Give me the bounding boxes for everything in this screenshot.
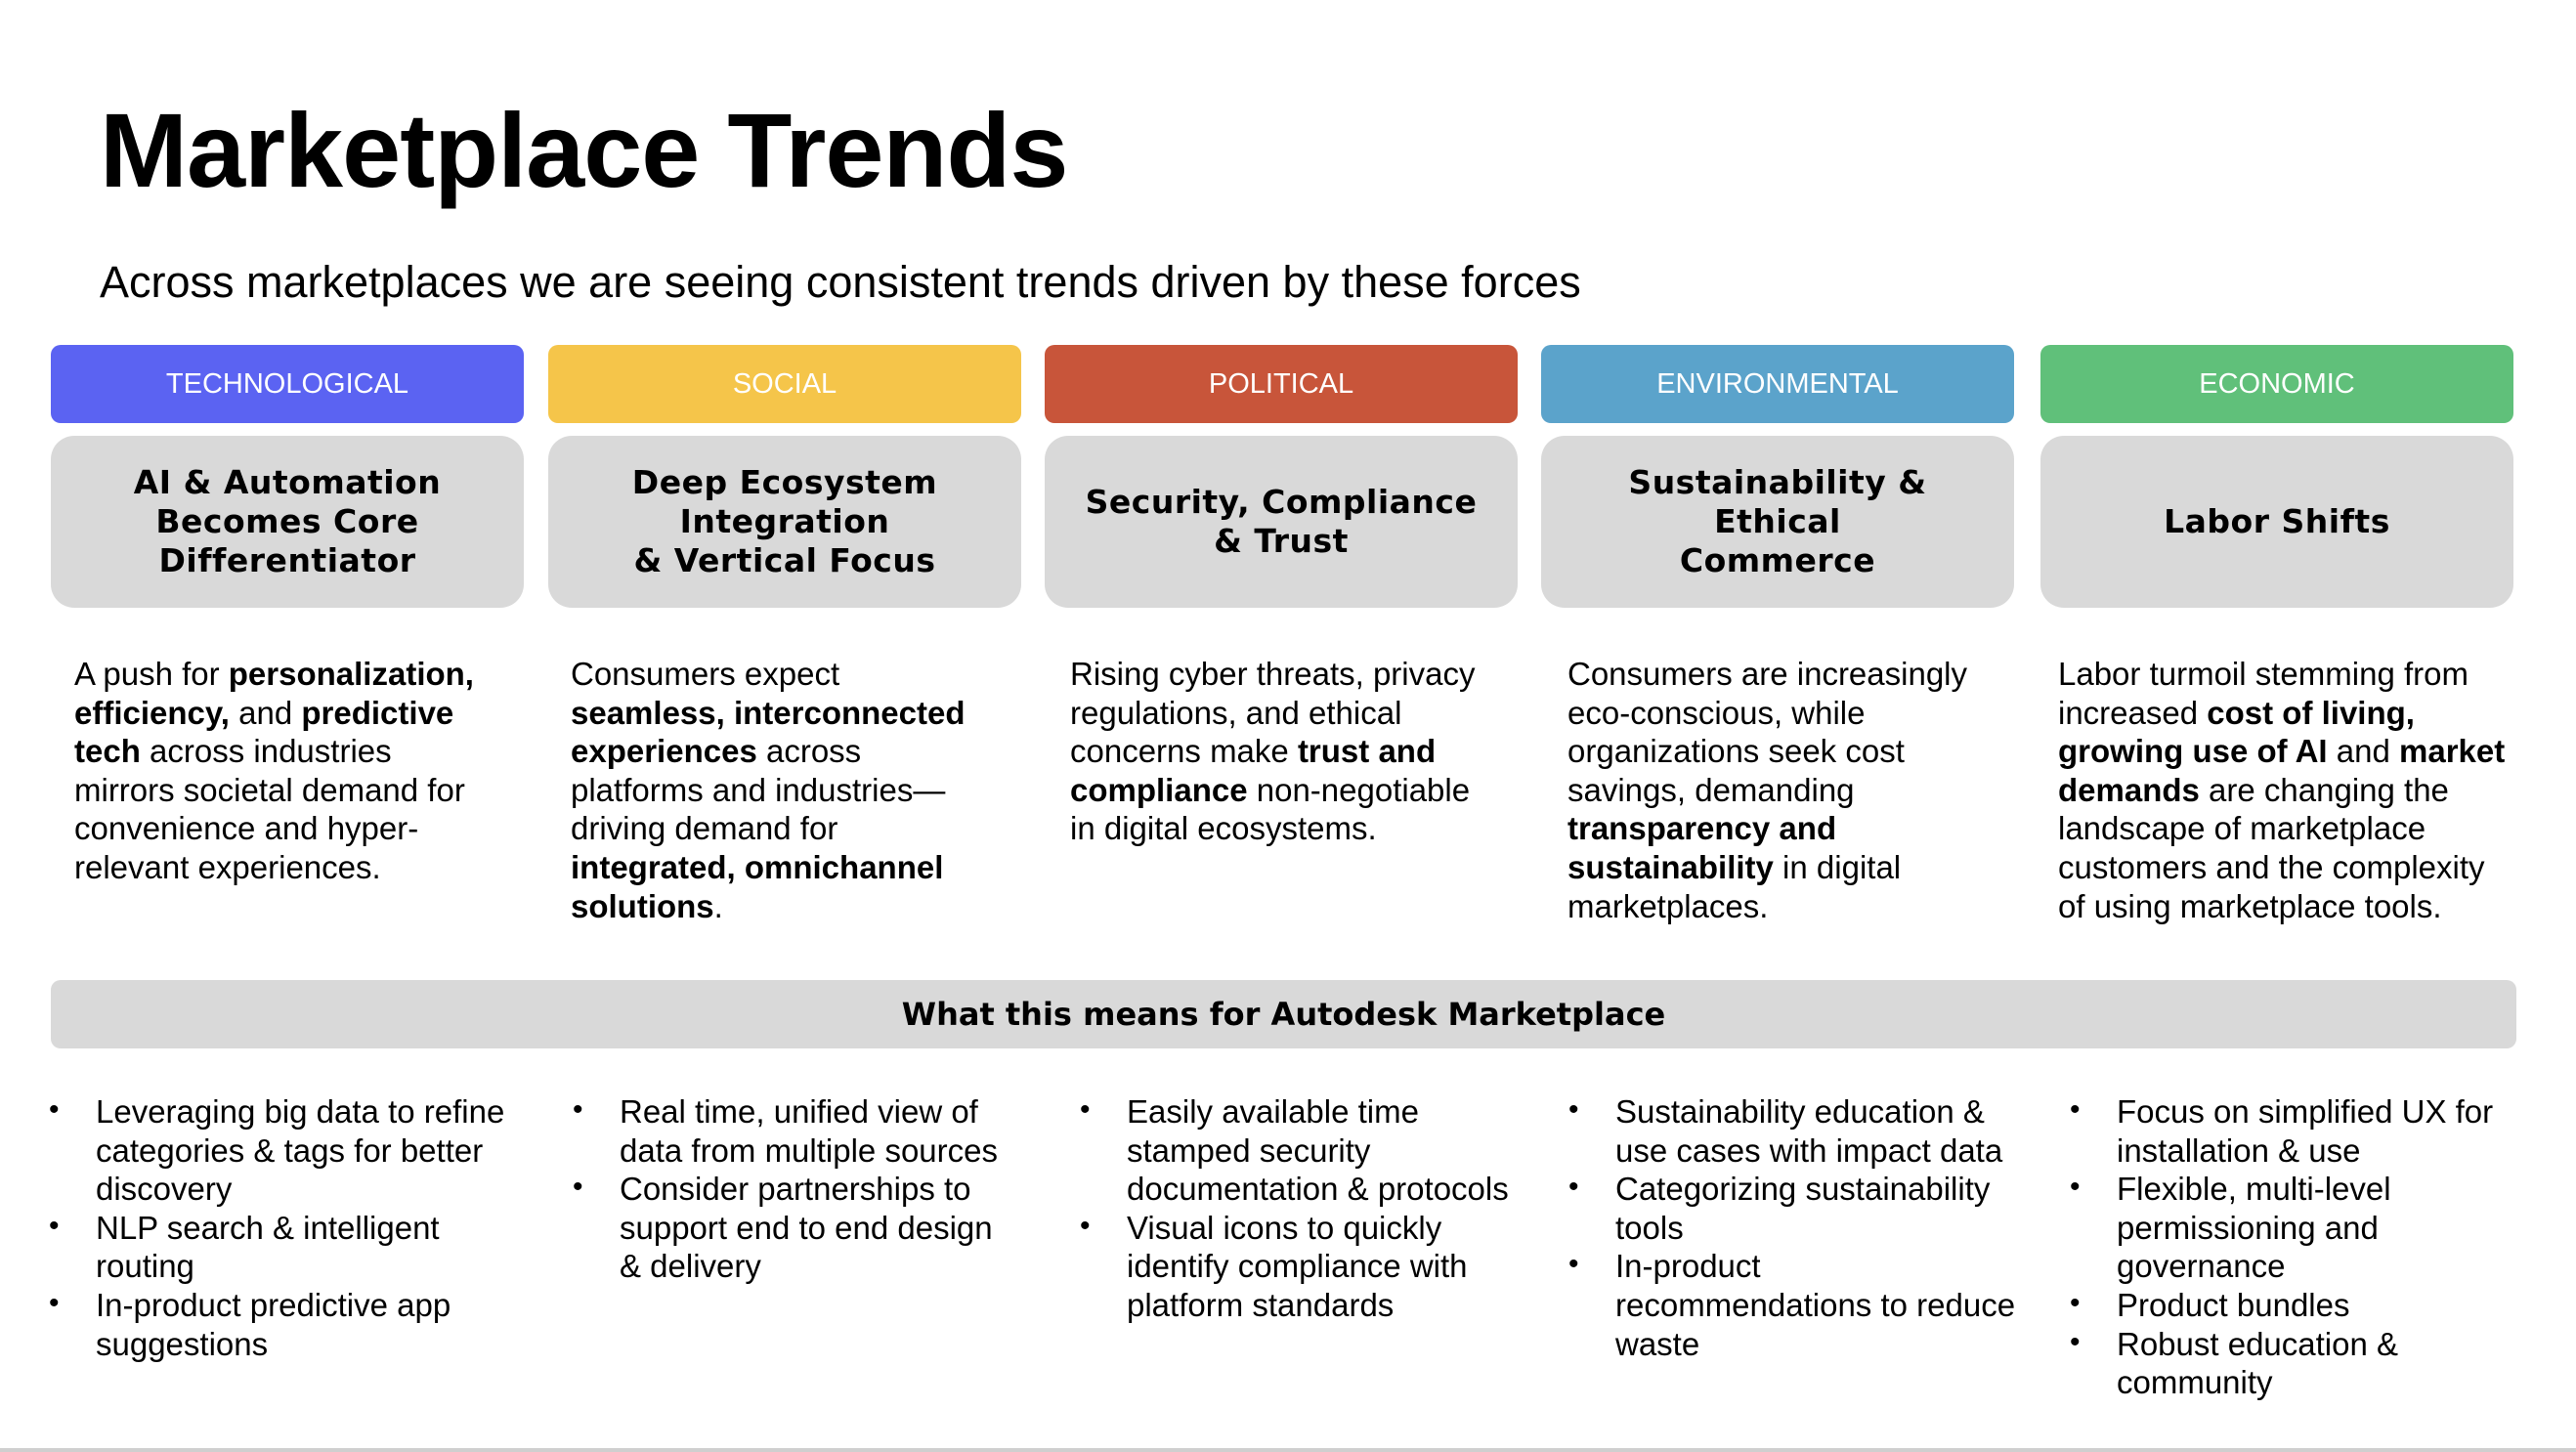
implication-item: • Focus on simplified UX for installation & use [2070,1092,2529,1170]
category-tag-economic: ECONOMIC [2040,345,2513,423]
description-bold-text: seamless, interconnected experiences [571,694,966,770]
description-text: non-negotiable in digital ecosystems. [1070,771,1471,847]
implications-banner: What this means for Autodesk Marketplace [51,980,2516,1048]
implication-item: • Product bundles [2070,1286,2529,1325]
implication-item: • Categorizing sustainability tools [1568,1170,2018,1247]
trend-description-economic [2058,655,2517,925]
description-bold-text: cost of living, growing use of AI [2058,694,2415,770]
description-bold-text: trust and compliance [1070,733,1437,808]
category-tag-social: SOCIAL [548,345,1021,423]
description-text: are changing the landscape of marketplace customers and the complexity of using marketplace tools. [2058,771,2485,924]
implication-item: • Leveraging big data to refine categories & tags for better discovery [49,1092,508,1209]
implication-item: • NLP search & intelligent routing [49,1209,508,1286]
description-bold-text: market demands [2058,733,2506,808]
implications-list-economic [2070,1092,2529,1402]
category-tag-environmental: ENVIRONMENTAL [1541,345,2014,423]
trend-description-political [1070,655,1481,848]
description-text: across platforms and industries—driving demand for [571,733,946,847]
description-bold-text: integrated, omnichannel solutions [571,848,944,924]
implication-item: • In-product predictive app suggestions [49,1286,508,1363]
description-text: Consumers are increasingly eco-conscious, while organizations seek cost savings, demanding [1567,656,1968,808]
implications-list-technological [49,1092,508,1363]
implication-item: • In-product recommendations to reduce waste [1568,1247,2018,1363]
implications-list-environmental [1568,1092,2018,1363]
description-bold-text: predictive tech [74,694,454,770]
description-text: in digital marketplaces. [1567,848,1902,924]
trend-heading-political: Security, Compliance & Trust [1045,436,1518,608]
description-text: . [713,887,723,924]
implication-item: • Real time, unified view of data from multiple sources [573,1092,1012,1170]
implication-item: • Easily available time stamped security documentation & protocols [1080,1092,1529,1209]
description-bold-text: personalization, efficiency, [74,656,474,731]
trend-heading-social: Deep Ecosystem Integration & Vertical Focus [548,436,1021,608]
description-text: across industries mirrors societal demand for convenience and hyper-relevant experiences. [74,733,465,885]
trend-description-environmental [1567,655,1978,925]
description-text: and [229,694,302,731]
trend-heading-economic: Labor Shifts [2040,436,2513,608]
implications-list-social [573,1092,1012,1286]
trend-heading-technological: AI & Automation Becomes Core Differentiator [51,436,524,608]
implication-item: • Sustainability education & use cases with impact data [1568,1092,2018,1170]
page-subtitle: Across marketplaces we are seeing consistent trends driven by these forces [100,257,1581,307]
description-text: Labor turmoil stemming from increased [2058,656,2469,731]
category-tag-political: POLITICAL [1045,345,1518,423]
description-text: Rising cyber threats, privacy regulations, and ethical concerns make [1070,656,1476,770]
implications-list-political [1080,1092,1529,1325]
trend-heading-environmental: Sustainability & Ethical Commerce [1541,436,2014,608]
implication-item: • Visual icons to quickly identify compliance with platform standards [1080,1209,1529,1325]
category-tag-technological: TECHNOLOGICAL [51,345,524,423]
implication-item: • Robust education & community [2070,1325,2529,1402]
implication-item: • Consider partnerships to support end to end design & delivery [573,1170,1012,1286]
trend-description-technological [74,655,485,887]
implication-item: • Flexible, multi-level permissioning and governance [2070,1170,2529,1286]
description-bold-text: transparency and sustainability [1567,810,1837,885]
description-text: and [2327,733,2400,770]
page-title: Marketplace Trends [100,91,1068,209]
description-text: Consumers expect [571,656,840,692]
description-text: A push for [74,656,229,692]
trend-description-social [571,655,981,925]
footer-divider [0,1448,2576,1452]
